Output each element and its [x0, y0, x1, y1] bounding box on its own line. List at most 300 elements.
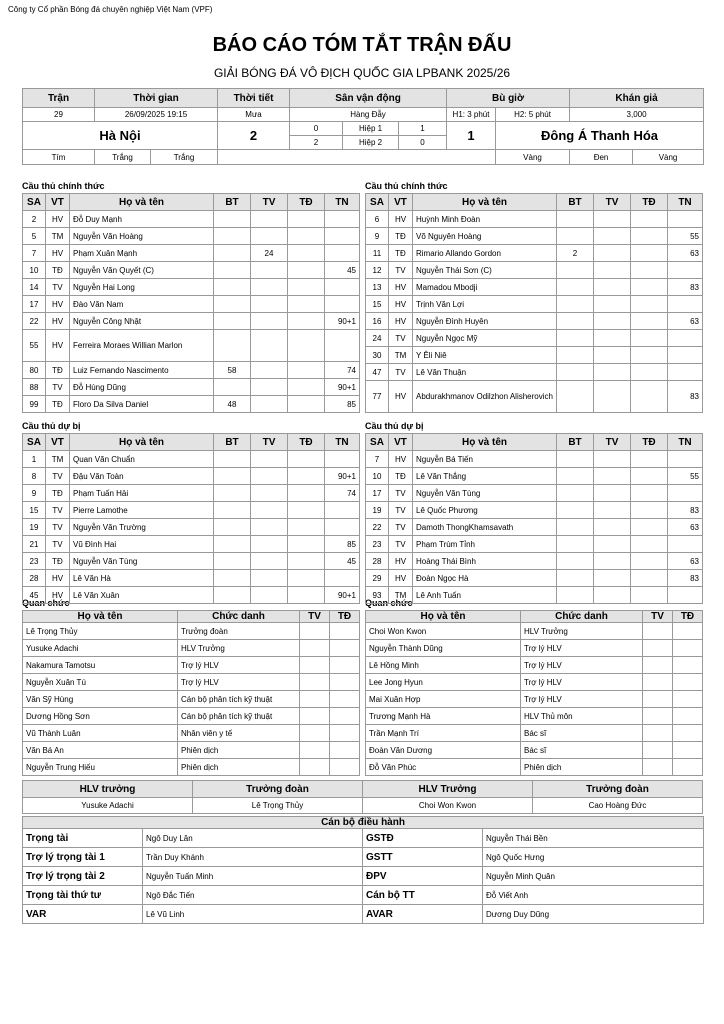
player-cell: 58	[214, 362, 251, 379]
player-cell	[251, 362, 288, 379]
player-cell: 29	[366, 570, 389, 587]
col-header: TV	[251, 434, 288, 451]
player-row	[366, 587, 703, 604]
player-cell	[214, 262, 251, 279]
player-cell: HV	[46, 211, 70, 228]
player-cell: TĐ	[46, 396, 70, 413]
player-cell	[557, 502, 594, 519]
player-row	[23, 362, 360, 379]
player-cell: 83	[668, 381, 703, 413]
player-cell: 10	[366, 468, 389, 485]
player-cell	[631, 536, 668, 553]
player-cell: Huỳnh Minh Đoàn	[413, 211, 557, 228]
player-cell	[214, 485, 251, 502]
player-row	[366, 570, 703, 587]
referees-table	[22, 816, 704, 924]
sign-value-4: Cao Hoàng Đức	[533, 798, 703, 814]
official-cell	[643, 674, 673, 691]
player-cell	[557, 519, 594, 536]
player-cell: TV	[389, 536, 413, 553]
player-cell	[251, 379, 288, 396]
referee-row	[23, 867, 704, 886]
player-cell	[288, 245, 325, 262]
player-cell	[594, 553, 631, 570]
player-cell	[557, 279, 594, 296]
match-time: 26/09/2025 19:15	[95, 108, 218, 122]
official-cell	[643, 742, 673, 759]
player-cell	[594, 536, 631, 553]
player-cell	[251, 519, 288, 536]
player-cell	[594, 468, 631, 485]
player-cell	[557, 313, 594, 330]
half2-home: 2	[290, 136, 343, 150]
player-cell: 2	[557, 245, 594, 262]
official-cell	[643, 657, 673, 674]
player-cell: Luiz Fernando Nascimento	[70, 362, 214, 379]
player-cell: HV	[389, 279, 413, 296]
col-match: Trận	[23, 89, 95, 108]
player-cell	[631, 279, 668, 296]
player-cell	[631, 262, 668, 279]
player-row	[23, 313, 360, 330]
player-cell	[288, 362, 325, 379]
col-header: TV	[594, 434, 631, 451]
player-cell: 90+1	[325, 379, 360, 396]
player-row	[366, 228, 703, 245]
player-row	[23, 296, 360, 313]
player-cell	[214, 330, 251, 362]
official-cell: Nguyễn Xuân Tú	[23, 674, 178, 691]
referee-name: Ngô Đắc Tiến	[143, 886, 363, 905]
player-cell: Vũ Đình Hai	[70, 536, 214, 553]
player-row	[366, 536, 703, 553]
player-cell: Nguyễn Văn Trường	[70, 519, 214, 536]
half2-label: Hiệp 2	[343, 136, 399, 150]
player-cell: TĐ	[389, 228, 413, 245]
referee-role: ĐPV	[363, 867, 483, 886]
player-cell	[557, 364, 594, 381]
official-cell	[300, 691, 330, 708]
player-cell: HV	[389, 553, 413, 570]
official-cell	[673, 623, 703, 640]
player-cell: 23	[366, 536, 389, 553]
player-cell: TV	[46, 468, 70, 485]
player-cell	[288, 451, 325, 468]
half1-home: 0	[290, 122, 343, 136]
official-row	[23, 742, 360, 759]
player-cell: TM	[389, 347, 413, 364]
referee-row	[23, 829, 704, 848]
player-cell: Nguyễn Văn Tùng	[413, 485, 557, 502]
match-stadium: Hàng Đẫy	[290, 108, 447, 122]
player-row	[23, 330, 360, 362]
player-cell	[631, 502, 668, 519]
player-cell: Y Êli Niê	[413, 347, 557, 364]
player-cell	[251, 279, 288, 296]
player-cell	[325, 451, 360, 468]
player-cell	[214, 279, 251, 296]
official-cell: HLV Trưởng	[521, 623, 643, 640]
player-cell	[668, 211, 703, 228]
player-cell	[214, 313, 251, 330]
player-cell: 55	[668, 468, 703, 485]
player-cell: 55	[668, 228, 703, 245]
player-cell	[288, 379, 325, 396]
official-cell	[673, 640, 703, 657]
player-row	[23, 396, 360, 413]
away-starters-table	[365, 193, 703, 413]
official-row	[366, 742, 703, 759]
referee-name: Nguyễn Thái Bền	[483, 829, 704, 848]
referee-name: Đỗ Viết Anh	[483, 886, 704, 905]
player-cell	[668, 330, 703, 347]
referee-row	[23, 886, 704, 905]
referee-role: AVAR	[363, 905, 483, 924]
referee-name: Nguyễn Minh Quân	[483, 867, 704, 886]
player-cell	[251, 313, 288, 330]
col-header: Chức danh	[521, 611, 643, 623]
col-header: TĐ	[631, 434, 668, 451]
player-cell: Võ Nguyên Hoàng	[413, 228, 557, 245]
player-cell	[631, 364, 668, 381]
sign-head-2: Trưởng đoàn	[193, 781, 363, 798]
color-spacer	[218, 150, 496, 165]
page-subtitle: GIẢI BÓNG ĐÁ VÔ ĐỊCH QUỐC GIA LPBANK 2025/26	[213, 66, 511, 80]
player-cell: 15	[366, 296, 389, 313]
player-cell	[288, 553, 325, 570]
player-cell: 22	[366, 519, 389, 536]
referee-role: Trọng tài	[23, 829, 143, 848]
referee-role: Cán bộ TT	[363, 886, 483, 905]
player-cell: HV	[389, 570, 413, 587]
col-header: TĐ	[330, 611, 360, 623]
player-cell: Phạm Trùm Tỉnh	[413, 536, 557, 553]
official-cell	[673, 691, 703, 708]
player-cell	[668, 347, 703, 364]
col-header: VT	[389, 434, 413, 451]
official-cell: Trợ lý HLV	[521, 657, 643, 674]
player-cell: HV	[389, 313, 413, 330]
official-row	[23, 759, 360, 776]
player-row	[366, 347, 703, 364]
player-cell	[288, 485, 325, 502]
player-cell	[251, 262, 288, 279]
player-cell	[251, 468, 288, 485]
official-row	[366, 708, 703, 725]
player-cell	[325, 228, 360, 245]
player-cell: Hoàng Thái Bình	[413, 553, 557, 570]
player-cell: TV	[389, 364, 413, 381]
official-row	[23, 708, 360, 725]
player-cell	[251, 587, 288, 604]
official-cell	[643, 623, 673, 640]
player-cell	[594, 502, 631, 519]
away-starters-heading: Cầu thủ chính thức	[365, 181, 448, 191]
away-color-2: Đen	[570, 150, 633, 165]
official-cell: Đoàn Văn Dương	[366, 742, 521, 759]
player-row	[23, 279, 360, 296]
player-cell	[214, 570, 251, 587]
player-cell	[288, 211, 325, 228]
referee-role: Trợ lý trọng tài 2	[23, 867, 143, 886]
player-cell: 7	[23, 245, 46, 262]
player-cell	[557, 587, 594, 604]
referee-role: VAR	[23, 905, 143, 924]
player-cell: 63	[668, 245, 703, 262]
official-cell: Mai Xuân Hợp	[366, 691, 521, 708]
player-row	[366, 279, 703, 296]
player-cell	[594, 587, 631, 604]
player-cell: HV	[46, 570, 70, 587]
player-cell: 74	[325, 362, 360, 379]
player-row	[23, 485, 360, 502]
official-row	[366, 674, 703, 691]
official-cell	[300, 674, 330, 691]
player-cell	[631, 570, 668, 587]
official-cell	[300, 640, 330, 657]
player-cell: TV	[46, 536, 70, 553]
player-cell	[214, 451, 251, 468]
player-cell: 83	[668, 502, 703, 519]
col-crowd: Khán giả	[570, 89, 704, 108]
player-cell: 93	[366, 587, 389, 604]
col-header: BT	[557, 434, 594, 451]
player-cell	[557, 468, 594, 485]
player-cell	[214, 379, 251, 396]
referee-role: GSTT	[363, 848, 483, 867]
player-cell: Nguyễn Văn Tùng	[70, 553, 214, 570]
official-row	[23, 657, 360, 674]
col-header: TV	[643, 611, 673, 623]
player-cell: Nguyễn Văn Quyết (C)	[70, 262, 214, 279]
player-cell: 74	[325, 485, 360, 502]
player-cell	[214, 587, 251, 604]
col-header: BT	[214, 194, 251, 211]
official-cell	[643, 708, 673, 725]
sign-value-3: Choi Won Kwon	[363, 798, 533, 814]
player-cell	[557, 228, 594, 245]
player-cell: Nguyễn Văn Hoàng	[70, 228, 214, 245]
home-starters-table	[22, 193, 360, 413]
player-cell: TV	[46, 519, 70, 536]
player-cell	[288, 313, 325, 330]
player-cell	[214, 468, 251, 485]
official-row	[23, 640, 360, 657]
col-header: Chức danh	[178, 611, 300, 623]
player-cell	[631, 211, 668, 228]
player-cell	[594, 313, 631, 330]
player-cell: 83	[668, 279, 703, 296]
player-row	[366, 553, 703, 570]
player-cell	[251, 502, 288, 519]
player-cell: Nguyễn Bá Tiến	[413, 451, 557, 468]
official-cell: Phiên dịch	[178, 759, 300, 776]
player-cell	[325, 519, 360, 536]
player-cell: 83	[668, 570, 703, 587]
player-cell: Nguyễn Đình Huyên	[413, 313, 557, 330]
player-cell: 63	[668, 519, 703, 536]
referee-role: Trọng tài thứ tư	[23, 886, 143, 905]
player-cell	[557, 570, 594, 587]
player-row	[23, 570, 360, 587]
official-cell: Lê Trọng Thủy	[23, 623, 178, 640]
official-cell: Lee Jong Hyun	[366, 674, 521, 691]
player-cell	[668, 451, 703, 468]
player-cell: Đoàn Ngọc Hà	[413, 570, 557, 587]
player-cell: TĐ	[46, 485, 70, 502]
col-header: Họ và tên	[413, 194, 557, 211]
official-cell	[300, 742, 330, 759]
player-cell	[325, 245, 360, 262]
player-cell	[594, 364, 631, 381]
player-cell: 85	[325, 536, 360, 553]
col-header: SA	[23, 194, 46, 211]
player-cell: TV	[46, 279, 70, 296]
player-cell: Ferreira Moraes Willian Marlon	[70, 330, 214, 362]
player-cell	[251, 570, 288, 587]
match-crowd: 3,000	[570, 108, 704, 122]
player-cell: 12	[366, 262, 389, 279]
official-cell	[330, 674, 360, 691]
official-row	[23, 725, 360, 742]
referee-row	[23, 848, 704, 867]
player-row	[23, 228, 360, 245]
player-cell: TĐ	[46, 553, 70, 570]
player-cell	[288, 279, 325, 296]
player-cell: 63	[668, 553, 703, 570]
player-cell	[594, 245, 631, 262]
official-cell: Nguyễn Thành Dũng	[366, 640, 521, 657]
player-cell	[668, 587, 703, 604]
player-cell: TĐ	[46, 262, 70, 279]
player-cell: Đỗ Hùng Dũng	[70, 379, 214, 396]
player-row	[23, 379, 360, 396]
player-cell: Phạm Tuấn Hải	[70, 485, 214, 502]
player-cell	[288, 502, 325, 519]
official-cell: Trợ lý HLV	[178, 674, 300, 691]
player-cell: Mamadou Mbodji	[413, 279, 557, 296]
col-header: TV	[300, 611, 330, 623]
player-cell: Nguyễn Công Nhật	[70, 313, 214, 330]
player-cell: HV	[389, 296, 413, 313]
player-cell	[325, 502, 360, 519]
player-row	[23, 468, 360, 485]
player-row	[366, 313, 703, 330]
player-cell	[594, 228, 631, 245]
player-row	[23, 245, 360, 262]
player-cell: TĐ	[389, 245, 413, 262]
col-header: BT	[214, 434, 251, 451]
extra-h1: H1: 3 phút	[447, 108, 496, 122]
col-header: Họ và tên	[413, 434, 557, 451]
official-cell	[330, 623, 360, 640]
player-cell: 6	[366, 211, 389, 228]
player-cell: Lê Văn Thắng	[413, 468, 557, 485]
referee-name: Ngô Quốc Hưng	[483, 848, 704, 867]
col-header: BT	[557, 194, 594, 211]
player-cell	[594, 296, 631, 313]
player-cell: 24	[251, 245, 288, 262]
player-cell	[214, 519, 251, 536]
referees-title: Cán bộ điều hành	[23, 817, 704, 829]
player-cell: HV	[46, 313, 70, 330]
player-cell: 88	[23, 379, 46, 396]
player-cell: 21	[23, 536, 46, 553]
player-cell	[631, 228, 668, 245]
player-cell	[557, 536, 594, 553]
player-cell: Floro Da Silva Daniel	[70, 396, 214, 413]
player-cell: Đỗ Duy Mạnh	[70, 211, 214, 228]
official-cell	[673, 759, 703, 776]
player-cell: TM	[46, 451, 70, 468]
official-cell	[300, 623, 330, 640]
player-row	[366, 330, 703, 347]
player-cell	[251, 553, 288, 570]
player-cell: 22	[23, 313, 46, 330]
player-cell: Phạm Xuân Mạnh	[70, 245, 214, 262]
player-cell	[251, 396, 288, 413]
player-cell: 14	[23, 279, 46, 296]
referee-name: Dương Duy Dũng	[483, 905, 704, 924]
player-row	[366, 381, 703, 413]
player-cell	[288, 228, 325, 245]
referee-name: Ngô Duy Lân	[143, 829, 363, 848]
official-cell: Trưởng đoàn	[178, 623, 300, 640]
col-header: TĐ	[288, 434, 325, 451]
referee-row	[23, 905, 704, 924]
official-cell	[673, 725, 703, 742]
official-row	[366, 759, 703, 776]
away-officials-heading: Quan chức	[365, 598, 413, 608]
player-cell	[557, 330, 594, 347]
player-cell: Nguyễn Thái Sơn (C)	[413, 262, 557, 279]
page-title: BÁO CÁO TÓM TẮT TRẬN ĐẤU	[212, 34, 512, 56]
official-cell	[673, 674, 703, 691]
col-header: SA	[366, 434, 389, 451]
player-row	[366, 485, 703, 502]
player-cell	[631, 485, 668, 502]
player-row	[23, 211, 360, 228]
official-cell	[300, 657, 330, 674]
home-starters-heading: Cầu thủ chính thức	[22, 181, 105, 191]
official-cell: Trương Mạnh Hà	[366, 708, 521, 725]
official-row	[366, 623, 703, 640]
sign-value-1: Yusuke Adachi	[23, 798, 193, 814]
official-cell: Đỗ Văn Phúc	[366, 759, 521, 776]
player-cell	[631, 245, 668, 262]
player-cell: 7	[366, 451, 389, 468]
official-cell: Bác sĩ	[521, 725, 643, 742]
player-cell	[594, 451, 631, 468]
official-row	[366, 691, 703, 708]
col-header: VT	[46, 194, 70, 211]
player-cell: 15	[23, 502, 46, 519]
player-cell: HV	[46, 330, 70, 362]
player-row	[23, 451, 360, 468]
official-cell: Choi Won Kwon	[366, 623, 521, 640]
player-cell: 45	[23, 587, 46, 604]
player-cell: 2	[23, 211, 46, 228]
player-cell	[557, 553, 594, 570]
player-cell	[288, 519, 325, 536]
player-cell	[631, 347, 668, 364]
col-header: TĐ	[673, 611, 703, 623]
official-cell	[300, 708, 330, 725]
player-cell	[325, 279, 360, 296]
player-cell	[251, 536, 288, 553]
player-cell: Quan Văn Chuẩn	[70, 451, 214, 468]
match-weather: Mưa	[218, 108, 290, 122]
